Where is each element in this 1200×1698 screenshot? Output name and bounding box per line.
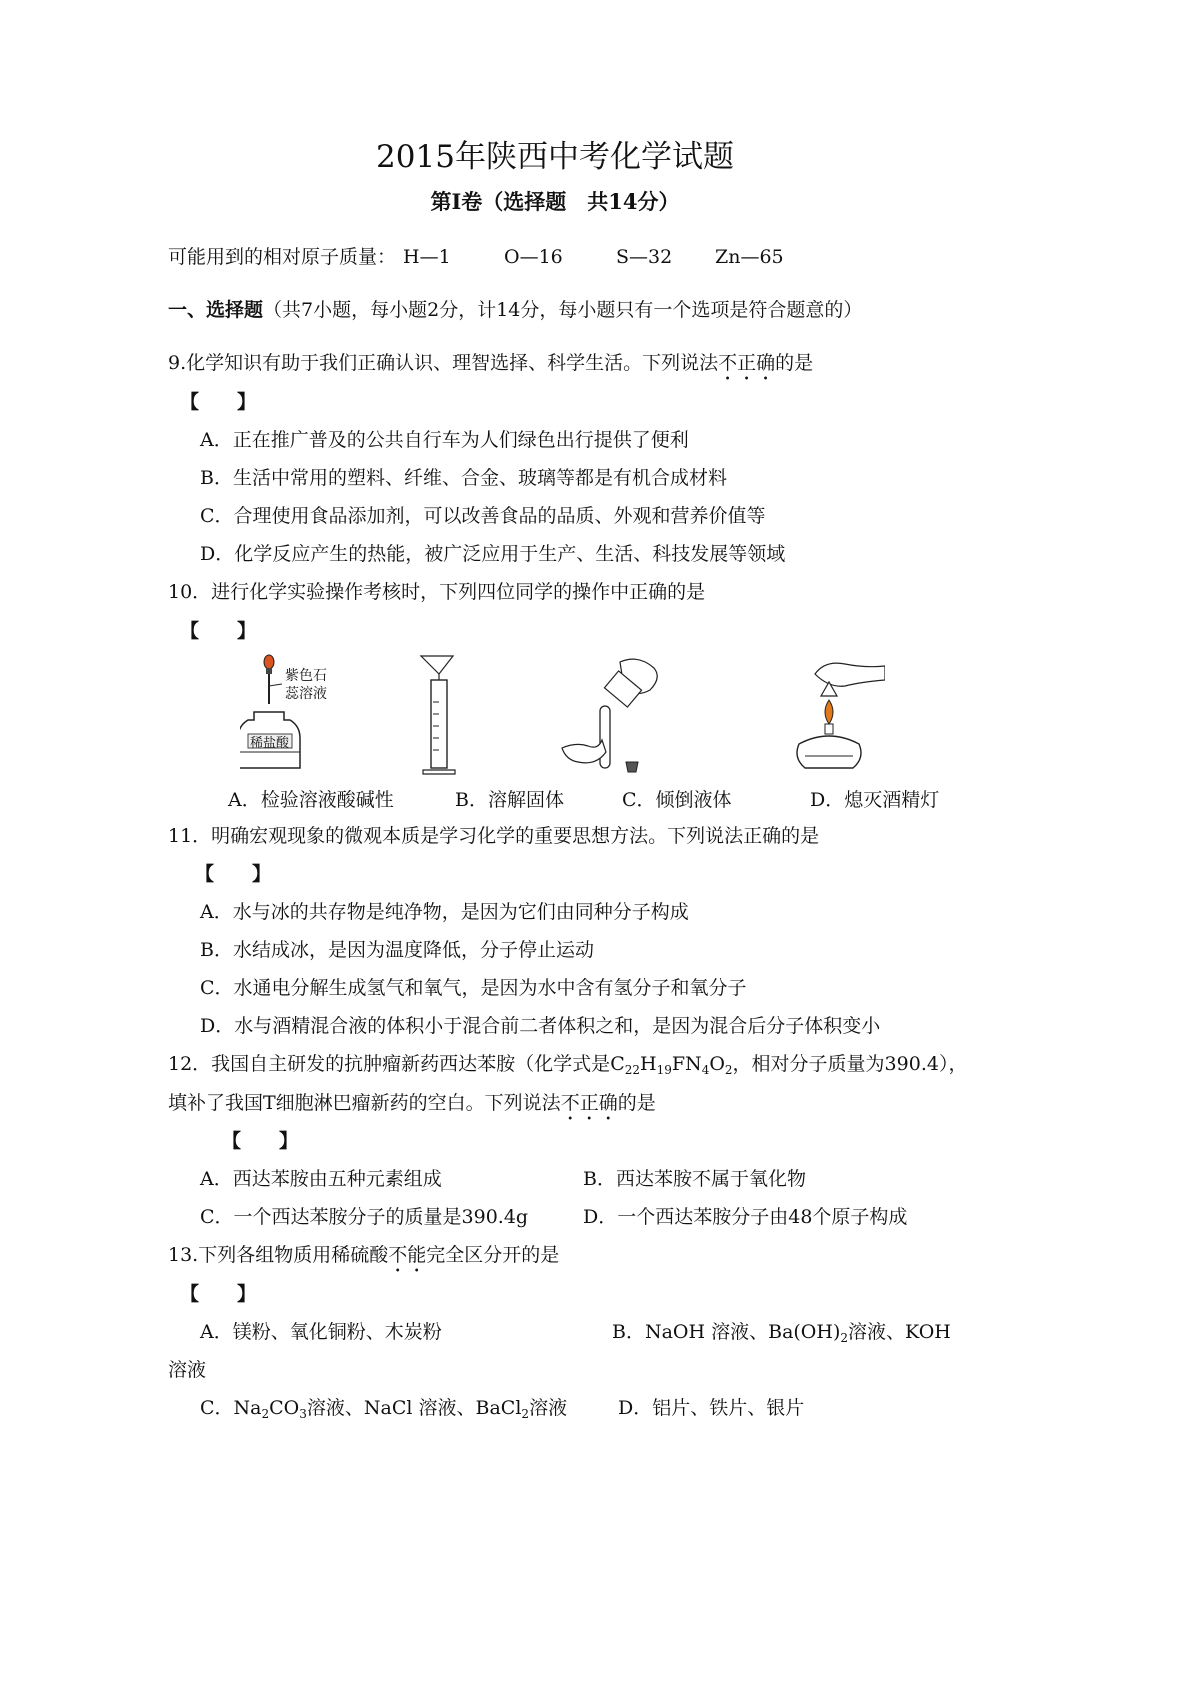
q9-option-a: A．正在推广普及的公共自行车为人们绿色出行提供了便利 — [200, 429, 689, 451]
section-heading-desc: （共7小题，每小题2分，计14分，每小题只有一个选项是符合题意的） — [263, 299, 863, 321]
q12-option-c: C．一个西达苯胺分子的质量是390.4g — [200, 1206, 529, 1228]
atomic-mass-s: S—32 — [616, 246, 673, 268]
q12-option-a: A．西达苯胺由五种元素组成 — [200, 1168, 442, 1190]
q10-caption-c: C．倾倒液体 — [622, 789, 732, 811]
q13-stem-emphasis: 不能 — [388, 1244, 427, 1266]
q13-option-b-wrap: 溶液 — [168, 1359, 207, 1381]
atomic-mass-zn: Zn—65 — [715, 246, 784, 268]
section-subtitle: 第Ⅰ卷（选择题 共14分） — [430, 189, 680, 214]
figure-b-dissolve-solid — [415, 652, 465, 777]
q11-stem: 11．明确宏观现象的微观本质是学习化学的重要思想方法。下列说法正确的是 — [168, 825, 820, 847]
q13-option-c: C．$Na_2CO_3$溶液、NaCl 溶液、BaCl$_2$溶液 — [200, 1397, 568, 1421]
q12-formula: $C_{22}H_{19}FN_4O_2$ — [610, 1053, 733, 1077]
q12-stem-end: 的是 — [617, 1092, 656, 1114]
figure-a-dropper-label: 紫色石蕊溶液 — [285, 668, 327, 702]
q13-stem-end: 完全区分开的是 — [426, 1244, 560, 1266]
q9-stem — [168, 350, 813, 385]
q9-stem-end: 的是 — [775, 352, 814, 374]
q13-stem — [168, 1242, 559, 1277]
q9-stem-text: 9.化学知识有助于我们正确认识、理智选择、科学生活。下列说法 — [168, 352, 719, 374]
figure-c-pour-liquid — [560, 652, 670, 777]
q9-answer-bracket: 【 】 — [180, 391, 257, 413]
q12-stem-emphasis: 不正确 — [560, 1092, 618, 1114]
section-heading-title: 一、选择题 — [168, 299, 264, 321]
figure-a-bottle-label: 稀盐酸 — [250, 736, 290, 751]
q12-option-b: B．西达苯胺不属于氧化物 — [583, 1168, 806, 1190]
q10-stem: 10．进行化学实验操作考核时，下列四位同学的操作中正确的是 — [168, 581, 706, 603]
q12-option-d: D．一个西达苯胺分子由48个原子构成 — [583, 1206, 908, 1228]
q11-option-d: D．水与酒精混合液的体积小于混合前二者体积之和，是因为混合后分子体积变小 — [200, 1015, 881, 1037]
q12-stem-line2 — [168, 1090, 656, 1125]
atomic-mass-h: H—1 — [403, 246, 451, 268]
q12-stem-mass: ，相对分子质量为390.4）， — [732, 1053, 968, 1075]
section-heading — [168, 297, 862, 323]
q13-option-a: A．镁粉、氧化铜粉、木炭粉 — [200, 1321, 442, 1343]
page-title: 2015年陕西中考化学试题 — [376, 139, 734, 175]
q9-option-d: D．化学反应产生的热能，被广泛应用于生产、生活、科技发展等领域 — [200, 543, 786, 565]
q11-option-c: C．水通电分解生成氢气和氧气，是因为水中含有氢分子和氧分子 — [200, 977, 747, 999]
figure-d-extinguish-lamp — [775, 652, 885, 777]
q13-answer-bracket: 【 】 — [180, 1283, 257, 1305]
atomic-mass-o: O—16 — [504, 246, 563, 268]
q13-stem-text: 13.下列各组物质用稀硫酸 — [168, 1244, 389, 1266]
q12-answer-bracket: 【 】 — [222, 1130, 299, 1152]
q12-stem-text2: 填补了我国T细胞淋巴瘤新药的空白。下列说法 — [168, 1092, 561, 1114]
q9-stem-emphasis: 不正确 — [718, 352, 776, 374]
q11-option-a: A．水与冰的共存物是纯净物，是因为它们由同种分子构成 — [200, 901, 689, 923]
q9-option-c: C．合理使用食品添加剂，可以改善食品的品质、外观和营养价值等 — [200, 505, 766, 527]
q11-answer-bracket: 【 】 — [195, 863, 272, 885]
q10-caption-b: B．溶解固体 — [455, 789, 564, 811]
q12-stem-line1 — [168, 1051, 967, 1077]
q10-answer-bracket: 【 】 — [180, 620, 257, 642]
q13-option-b: B．NaOH 溶液、$Ba(OH)_2$溶液、KOH — [612, 1321, 951, 1345]
q10-caption-a: A．检验溶液酸碱性 — [228, 789, 394, 811]
q9-option-b: B．生活中常用的塑料、纤维、合金、玻璃等都是有机合成材料 — [200, 467, 727, 489]
atomic-mass-label: 可能用到的相对原子质量： — [168, 246, 397, 268]
q11-option-b: B．水结成冰，是因为温度降低，分子停止运动 — [200, 939, 594, 961]
q13-option-d: D．铝片、铁片、银片 — [618, 1397, 805, 1419]
q12-stem-text: 12．我国自主研发的抗肿瘤新药西达苯胺（化学式是 — [168, 1053, 611, 1075]
q10-caption-d: D．熄灭酒精灯 — [810, 789, 940, 811]
